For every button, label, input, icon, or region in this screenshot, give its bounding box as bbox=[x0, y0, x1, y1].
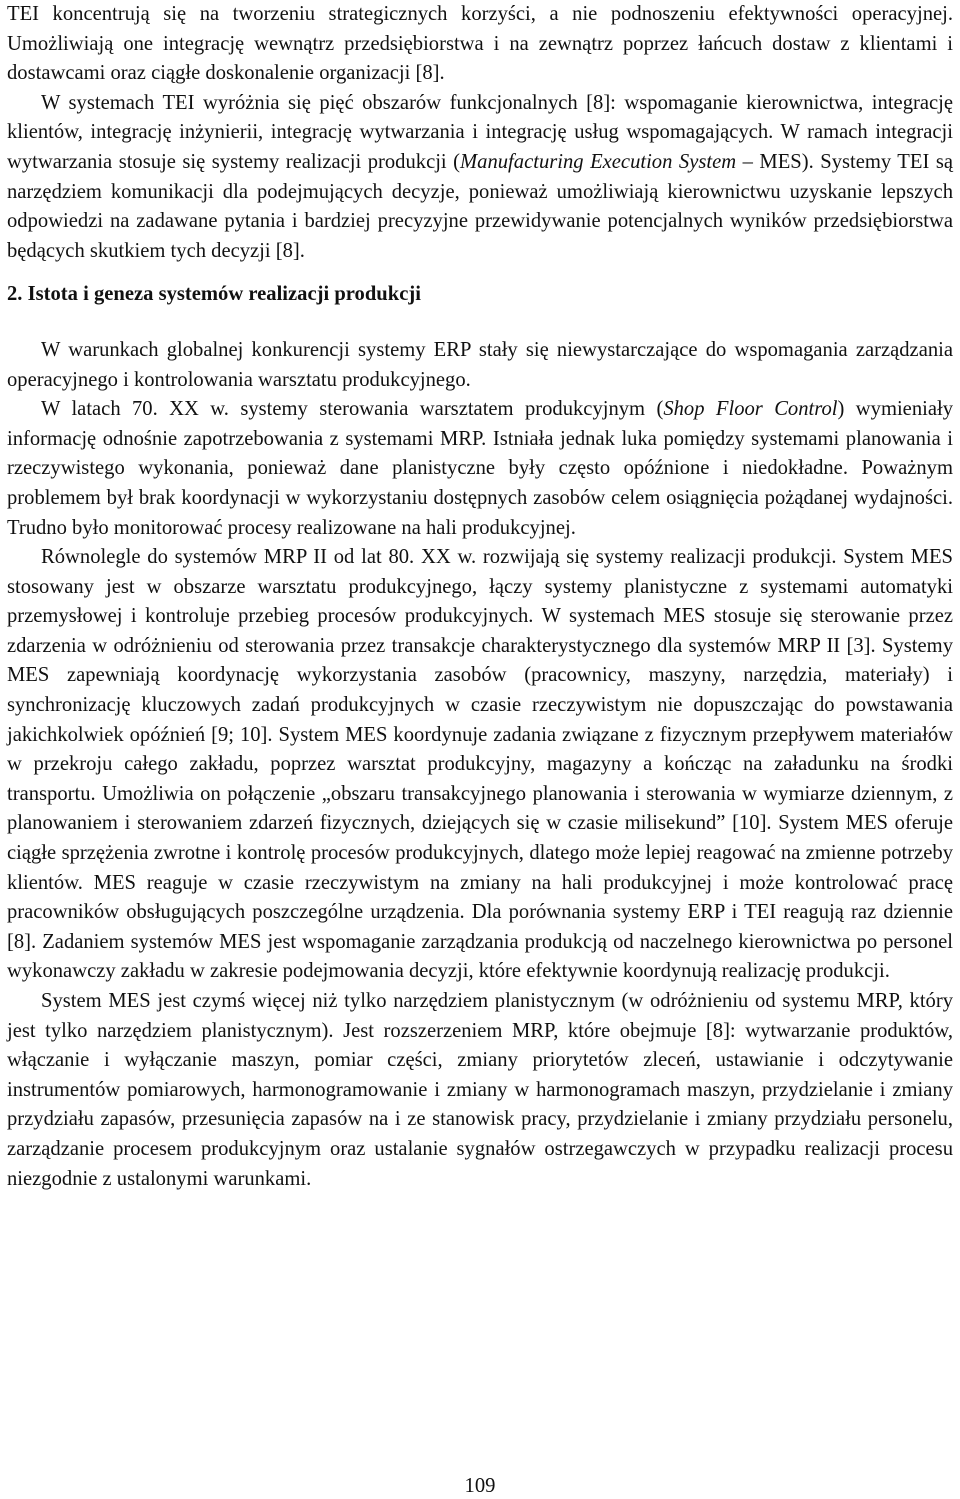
paragraph-mes-scope: System MES jest czymś więcej niż tylko narzędziem planistycznym (w odróżnieniu od systemu MRP, który jest tylko narzędziem planistycznym). Jest rozszerzeniem MRP, które obejmuje [8]: wytwarzanie produktów, włączanie i wyłączanie maszyn, pomiar części, zmiany priorytetów zleceń, ustawianie i odczytywanie instrumentów pomiarowych, harmonogramowanie i zmiany w harmonogramach maszyn, przydzielanie i zmiany przydziału zapasów, przesunięcia zapasów na i ze stanowisk pracy, przydzielanie i zmiany przydziału personelu, zarządzanie procesem produkcyjnym oraz ustalanie sygnałów ostrzegawczych w przypadku realizacji procesu niezgodnie z ustalonymi warunkami. bbox=[7, 990, 953, 1190]
section-heading: 2. Istota i geneza systemów realizacji produkcji bbox=[7, 283, 421, 306]
paragraph-shop-floor-control bbox=[7, 395, 953, 543]
paragraph-erp-insufficient: W warunkach globalnej konkurencji systemy ERP stały się niewystarczające do wspomagania zarządzania operacyjnego i kontrolowania warsztatu produkcyjnego. bbox=[7, 338, 953, 391]
text-run: ) wymieniały informację odnośnie zapotrzebowania z systemami MRP. Istniała jednak luka pomiędzy systemami planowania i rzeczywistego wykonania, ponieważ dane planistyczne były często opóźnione i niedokładne. Poważnym problemem był brak koordynacji w wykorzystaniu dostępnych zasobów celem osiągnięcia pożądanej wydajności. Trudno było monitorować procesy realizowane na hali produkcyjnej. bbox=[7, 398, 954, 539]
paragraph-mes-development: Równolegle do systemów MRP II od lat 80. XX w. rozwijają się systemy realizacji produkcji. System MES stosowany jest w obszarze warsztatu produkcyjnego, łączy systemy planistyczne z systemami automatyki przemysłowej i kontroluje przebieg procesów produkcyjnych. W systemach MES stosuje się sterowanie przez zdarzenia w odróżnieniu od sterowania przez transakcje charakterystycznego dla systemów MRP II [3]. Systemy MES zapewniają koordynację wykorzystania zasobów (pracownicy, maszyny, narzędzia, materiały) i synchronizację kluczowych zadań produkcyjnych w czasie rzeczywistym nie dopuszczając do powstawania jakichkolwiek opóźnień [9; 10]. System MES koordynuje zadania związane z fizycznym przepływem materiałów w przekroju całego zakładu, poprzez warsztat produkcyjny, magazyny a kończąc na załadunku na środki transportu. Umożliwia on połączenie „obszaru transakcyjnego planowania i sterowania w wymiarze dziennym, z planowaniem i sterowaniem zdarzeń fizycznych, dziejących się w czasie milisekund” [10]. System MES oferuje ciągłe sprzężenia zwrotne i kontrolę procesów produkcyjnych, dlatego może lepiej reagować na zmienne potrzeby klientów. MES reaguje w czasie rzeczywistym na zmiany na hali produkcyjnej i może kontrolować pracę pracowników obsługujących poszczególne urządzenia. Dla porównania systemy ERP i TEI reagują raz dziennie [8]. Zadaniem systemów MES jest wspomaganie zarządzania produkcją od naczelnego kierownictwa po personel wykonawczy zakładu w zakresie podejmowania decyzji, które efektywnie koordynują realizację produkcji. bbox=[7, 546, 953, 983]
paragraph-tei-functional-areas bbox=[7, 89, 953, 267]
text-run: W systemach TEI wyróżnia się pięć obszarów funkcjonalnych [8]: wspomaganie kierownictwa, integrację klientów, integrację inżynierii, integrację wytwarzania i integrację usług wspomagających. W ramach integracji wytwarzania stosuje się systemy realizacji produkcji ( bbox=[7, 91, 953, 173]
page-content bbox=[7, 0, 953, 1194]
text-run: W latach 70. XX w. systemy sterowania warsztatem produkcyjnym ( bbox=[41, 398, 664, 421]
paragraph-tei-benefits: TEI koncentrują się na tworzeniu strategicznych korzyści, a nie podnoszeniu efektywności operacyjnej. Umożliwiają one integrację wewnątrz przedsiębiorstwa i na zewnątrz poprzez łańcuch dostaw z klientami i dostawcami oraz ciągłe doskonalenie organizacji [8]. bbox=[7, 3, 953, 85]
page-number: 109 bbox=[464, 1475, 496, 1497]
italic-term-sfc: Shop Floor Control bbox=[663, 398, 838, 421]
italic-term-mes: Manufacturing Execution System bbox=[460, 150, 737, 173]
text-run: – MES). Systemy TEI są narzędziem komunikacji dla podejmujących decyzje, ponieważ umożliwiają kierownictwu uzyskanie lepszych odpowiedzi na zadawane pytania i bardziej precyzyjne przewidywanie potencjalnych wyników przedsiębiorstwa będących skutkiem tych decyzji [8]. bbox=[7, 150, 953, 262]
